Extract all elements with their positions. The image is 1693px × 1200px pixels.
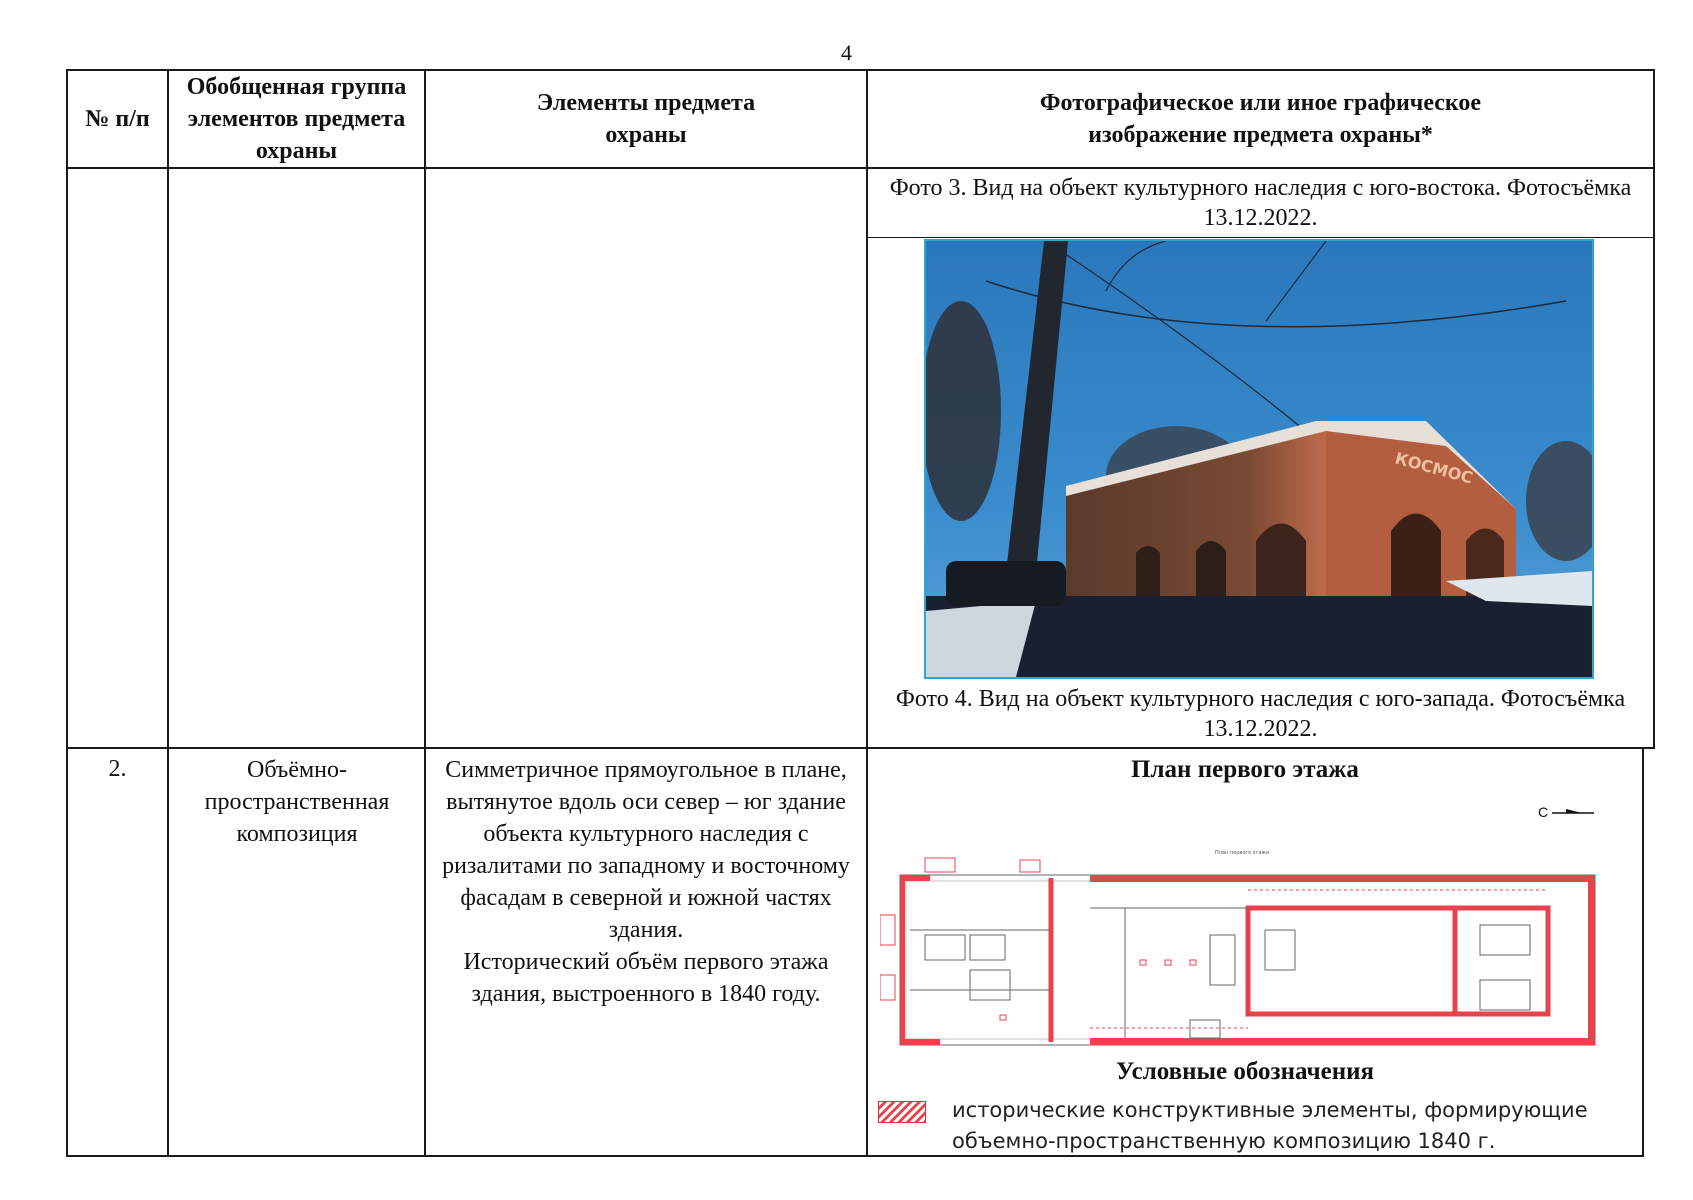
row2-group: Объёмно-пространственная композиция (204, 757, 390, 847)
plan-title: План первого этажа (1131, 756, 1359, 783)
north-label: С (1538, 804, 1549, 820)
legend-item-text: исторические конструктивные элементы, формирующие объемно-пространственную композицию 1840 г. (952, 1098, 1588, 1153)
row2-elements-p1: Симметричное прямоугольное в плане, вытянутое вдоль оси север – юг здание объекта культурного наследия с ризалитами по западному и восточному фасадам в северной и южной частях здания. (442, 757, 850, 943)
legend-title: Условные обозначения (1115, 1058, 1375, 1085)
photo3-caption: Фото 3. Вид на объект культурного наследия с юго-востока. Фотосъёмка 13.12.2022. (889, 175, 1632, 231)
row2-num: 2. (108, 756, 127, 782)
floor-plan (880, 830, 1614, 1064)
north-arrow (1538, 804, 1594, 820)
page-number: 4 (841, 40, 852, 65)
photo-4-building (924, 239, 1594, 679)
header-num: № п/п (85, 106, 150, 132)
row2-elements (436, 754, 856, 1010)
photo4-caption: Фото 4. Вид на объект культурного наследия с юго-запада. Фотосъёмка 13.12.2022. (895, 686, 1626, 742)
header-image: Фотографическое или иное графическое изображение предмета охраны* (1039, 90, 1482, 148)
header-elements: Элементы предмета охраны (536, 90, 756, 148)
photo-sign-text: КОСМОС (1392, 448, 1475, 488)
plan-inner-title: План первого этажа (1215, 850, 1269, 856)
row2-elements-p2: Исторический объём первого этажа здания, выстроенного в 1840 году. (463, 949, 829, 1007)
header-group: Обобщенная группа элементов предмета охраны (186, 74, 407, 164)
legend-swatch (878, 1101, 926, 1123)
